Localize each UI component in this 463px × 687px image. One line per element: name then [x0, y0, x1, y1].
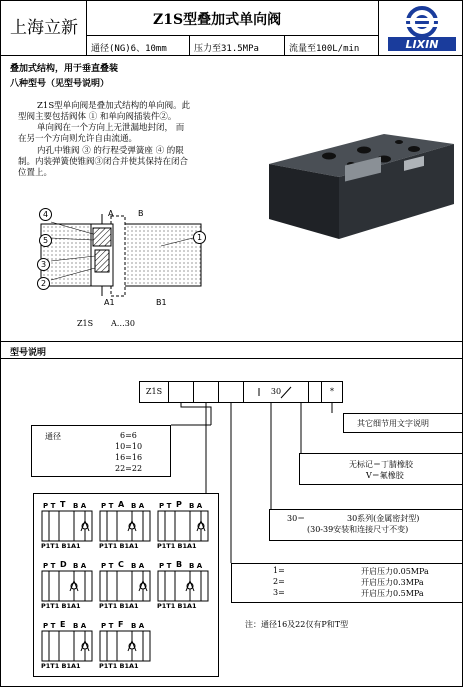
intro-p3c: 位置上。: [18, 168, 53, 178]
intro-p3b: 制。内装弹簧使锥阀③闭合并使其保持在闭合: [18, 157, 189, 167]
port-label-a1: A1: [104, 298, 115, 307]
valve-symbol-t: [41, 500, 97, 553]
symbol-bottom-ports: P1T1 B1A1: [41, 662, 81, 670]
valve-symbol-f: [99, 620, 155, 673]
crack-key-2: 2=: [273, 577, 285, 586]
symbol-bottom-ports: P1T1 B1A1: [41, 602, 81, 610]
intro-p2b: 在另一个方向则允许自由流通。: [18, 134, 138, 144]
port-label-a: A: [108, 209, 114, 218]
crack-val-1: 开启压力0.05MPa: [361, 567, 429, 576]
symbol-top-ports: P T: [43, 562, 56, 570]
symbol-code: E: [60, 620, 66, 629]
intro-line1: 叠加式结构，用于垂直叠装: [10, 64, 119, 74]
crack-key-3: 3=: [273, 588, 285, 597]
symbol-code: F: [118, 620, 124, 629]
symbol-right-ports: B A: [131, 622, 145, 630]
symbol-code: P: [176, 500, 182, 509]
intro-p1b: 型阀主要包括阀体 ① 和单向阀插装件②。: [18, 112, 177, 122]
symbol-bottom-ports: P1T1 B1A1: [99, 662, 139, 670]
other-details-text: 其它细节用文字说明: [357, 419, 429, 428]
callout-4: 4: [39, 208, 52, 221]
diagram-caption-model: Z1S: [77, 319, 94, 328]
symbol-bottom-ports: P1T1 B1A1: [157, 602, 197, 610]
series-desc2: (30-39安装和连接尺寸不变): [307, 525, 409, 534]
callout-3: 3: [37, 258, 50, 271]
spec-pressure: 压力至31.5MPa: [194, 44, 259, 54]
series-key: 30＝: [287, 514, 306, 523]
seal-nbr: 无标记＝丁腈橡胶: [349, 460, 413, 469]
intro-p1a: Z1S型单向阀是叠加式结构的单向阀。此: [37, 101, 191, 111]
series-desc1: 30系列(金属密封型): [347, 514, 420, 523]
symbol-right-ports: B A: [131, 502, 145, 510]
bore-row-4: 22=22: [115, 464, 143, 473]
symbol-bottom-ports: P1T1 B1A1: [41, 542, 81, 550]
callout-1: 1: [193, 231, 206, 244]
symbol-bottom-ports: P1T1 B1A1: [157, 542, 197, 550]
symbol-right-ports: B A: [73, 502, 87, 510]
diagram-caption-series: A…30: [111, 319, 135, 328]
symbol-code: C: [118, 560, 124, 569]
symbol-top-ports: P T: [43, 502, 56, 510]
valve-symbol-p: [157, 500, 213, 553]
symbol-bottom-ports: P1T1 B1A1: [99, 602, 139, 610]
symbol-top-ports: P T: [101, 562, 114, 570]
crack-val-2: 开启压力0.3MPa: [361, 578, 424, 587]
valve-symbol-a: [99, 500, 155, 553]
port-label-b1: B1: [156, 298, 167, 307]
symbol-right-ports: B A: [73, 622, 87, 630]
port-label-b: B: [138, 209, 144, 218]
company-name: 上海立新: [10, 18, 78, 38]
footnote: 注：通径16及22仅有P和T型: [245, 620, 349, 629]
seal-fkm: V＝氟橡胶: [366, 471, 404, 480]
symbol-code: B: [176, 560, 183, 569]
callout-2: 2: [37, 277, 50, 290]
symbol-bottom-ports: P1T1 B1A1: [99, 542, 139, 550]
symbol-code: D: [60, 560, 67, 569]
valve-symbol-c: [99, 560, 155, 613]
symbol-right-ports: B A: [131, 562, 145, 570]
brand-name: LIXIN: [405, 38, 439, 51]
symbol-code: A: [118, 500, 125, 509]
symbol-right-ports: B A: [189, 562, 203, 570]
valve-symbol-e: [41, 620, 97, 673]
page-title: Z1S型叠加式单向阀: [153, 12, 282, 28]
code-series: 30: [270, 387, 282, 396]
spec-bore: 通径(NG)6、10mm: [91, 44, 167, 54]
bore-row-2: 10=10: [115, 442, 143, 451]
symbol-top-ports: P T: [159, 562, 172, 570]
crack-val-3: 开启压力0.5MPa: [361, 589, 424, 598]
callout-5: 5: [39, 234, 52, 247]
valve-symbol-b: [157, 560, 213, 613]
bore-label: 通径: [45, 432, 61, 441]
code-star: *: [330, 387, 334, 396]
symbol-right-ports: B A: [73, 562, 87, 570]
intro-line2: 八种型号（见型号说明）: [10, 79, 110, 89]
crack-key-1: 1=: [273, 566, 285, 575]
symbol-code: T: [60, 500, 66, 509]
symbol-top-ports: P T: [159, 502, 172, 510]
symbol-top-ports: P T: [101, 502, 114, 510]
intro-p2a: 单向阀在一个方向上无泄漏地封闭， 而: [37, 123, 185, 133]
symbol-right-ports: B A: [189, 502, 203, 510]
symbol-top-ports: P T: [101, 622, 114, 630]
section-title: 型号说明: [10, 348, 47, 358]
symbol-top-ports: P T: [43, 622, 56, 630]
bore-row-3: 16=16: [115, 453, 143, 462]
spec-flow: 流量至100L/min: [289, 44, 360, 54]
code-prefix: Z1S: [145, 387, 163, 396]
bore-row-1: 6=6: [120, 431, 137, 440]
intro-p3a: 内孔中锥阀 ③ 的行程受弹簧座 ④ 的限: [37, 146, 184, 156]
valve-symbol-d: [41, 560, 97, 613]
